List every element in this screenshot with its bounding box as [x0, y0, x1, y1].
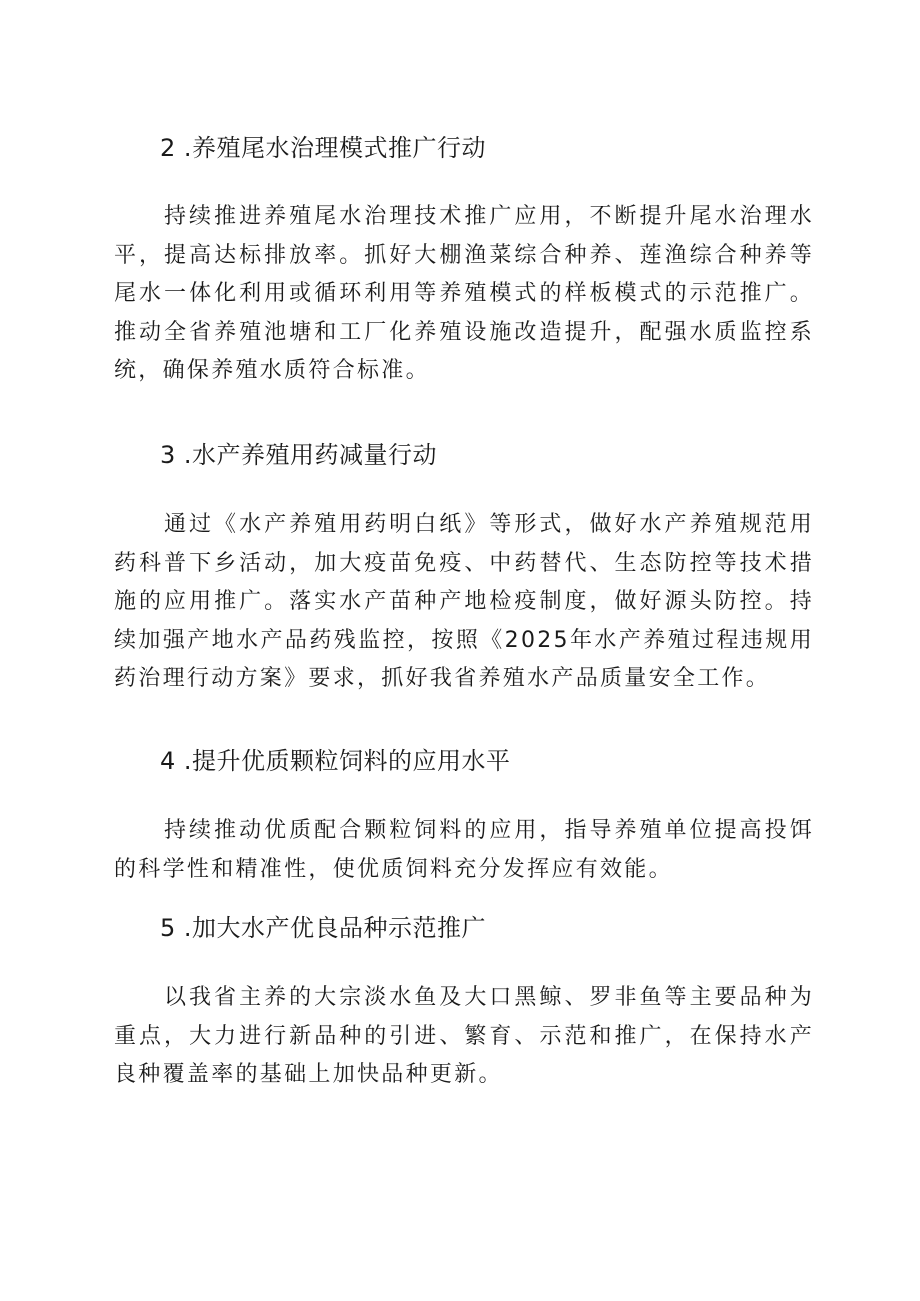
section-5-heading: 5 .加大水产优良品种示范推广	[160, 914, 487, 942]
section-4-body: 持续推动优质配合颗粒饲料的应用，指导养殖单位提高投饵的科学性和精准性，使优质饲料充分发挥应有效能。	[114, 818, 814, 882]
section-5-body: 以我省主养的大宗淡水鱼及大口黑鲸、罗非鱼等主要品种为重点，大力进行新品种的引进、繁育、示范和推广，在保持水产良种覆盖率的基础上加快品种更新。	[114, 985, 814, 1087]
section-2-body: 持续推进养殖尾水治理技术推广应用，不断提升尾水治理水平，提高达标排放率。抓好大棚渔菜综合种养、莲渔综合种养等尾水一体化利用或循环利用等养殖模式的样板模式的示范推广。推动全省养殖池塘和工厂化养殖设施改造提升，配强水质监控系统，确保养殖水质符合标准。	[114, 204, 814, 383]
section-2-heading: 2 .养殖尾水治理模式推广行动	[160, 134, 487, 162]
section-4-heading: 4 .提升优质颗粒饲料的应用水平	[160, 747, 511, 775]
section-3-heading: 3 .水产养殖用药减量行动	[160, 441, 438, 469]
section-3-body: 通过《水产养殖用药明白纸》等形式，做好水产养殖规范用药科普下乡活动，加大疫苗免疫、中药替代、生态防控等技术措施的应用推广。落实水产苗种产地检疫制度，做好源头防控。持续加强产地水产品药残监控，按照《2025年水产养殖过程违规用药治理行动方案》要求，抓好我省养殖水产品质量安全工作。	[114, 512, 814, 691]
